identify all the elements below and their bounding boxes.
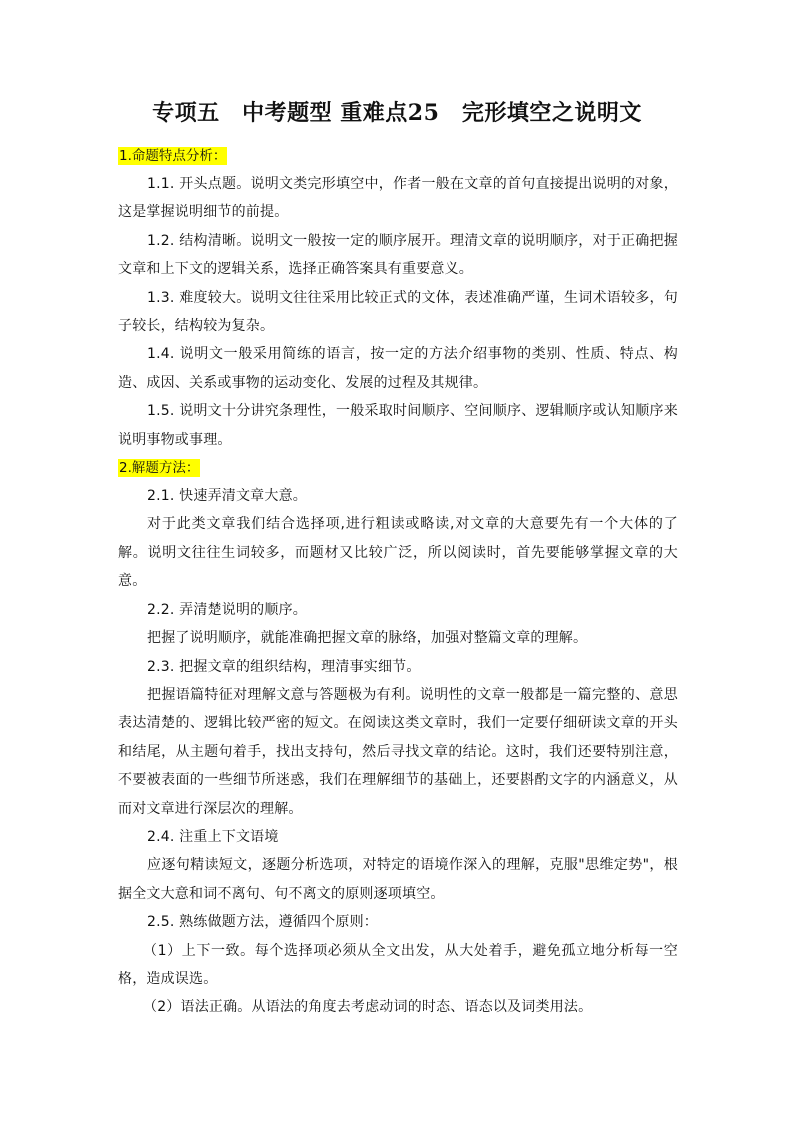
section-heading: 2.解题方法： [119,460,200,477]
paragraph: 2.2. 弄清楚说明的顺序。 [147,601,307,618]
paragraph: 2.1. 快速弄清文章大意。 [147,488,307,505]
document-body [118,142,678,1022]
paragraph: 对于此类文章我们结合选择项,进行粗读或略读,对文章的大意要先有一个大体的了解。说明文往往生词较多，而题材又比较广泛，所以阅读时，首先要能够掌握文章的大意。 [118,516,678,590]
paragraph: 1.5. 说明文十分讲究条理性，一般采取时间顺序、空间顺序、逻辑顺序或认知顺序来说明事物或事理。 [118,403,678,448]
paragraph: 1.1. 开头点题。说明文类完形填空中，作者一般在文章的首句直接提出说明的对象，这是掌握说明细节的前提。 [118,176,678,221]
paragraph: 1.3. 难度较大。说明文往往采用比较正式的文体，表述准确严谨，生词术语较多，句子较长，结构较为复杂。 [118,289,678,335]
page-title: 专项五 中考题型 重难点25 完形填空之说明文 [152,100,642,126]
section-heading-row [118,142,678,170]
paragraph: 把握语篇特征对理解文意与答题极为有利。说明性的文章一般都是一篇完整的、意思表达清楚的、逻辑比较严密的短文。在阅读这类文章时，我们一定要仔细研读文章的开头和结尾，从主题句着手，找出支持句，然后寻找文章的结论。这时，我们还要特别注意，不要被表面的一些细节所迷惑，我们在理解细节的基础上，还要斟酌文字的内涵意义，从而对文章进行深层次的理解。 [118,686,678,817]
paragraph: （2）语法正确。从语法的角度去考虑动词的时态、语态以及词类用法。 [143,999,593,1016]
paragraph: 2.5. 熟练做题方法，遵循四个原则： [147,914,378,931]
paragraph: 2.3. 把握文章的组织结构，理清事实细节。 [147,658,421,675]
paragraph: 2.4. 注重上下文语境 [147,828,279,845]
paragraph: 1.4. 说明文一般采用简练的语言，按一定的方法介绍事物的类别、性质、特点、构造、成因、关系或事物的运动变化、发展的过程及其规律。 [118,346,678,391]
paragraph: 1.2. 结构清晰。说明文一般按一定的顺序展开。理清文章的说明顺序，对于正确把握文章和上下文的逻辑关系，选择正确答案具有重要意义。 [118,232,678,278]
paragraph: （1）上下一致。每个选择项必须从全文出发，从大处着手，避免孤立地分析每一空格，造成误选。 [118,942,678,987]
paragraph: 应逐句精读短文，逐题分析选项，对特定的语境作深入的理解，克服"思维定势"，根据全文大意和词不离句、句不离文的原则逐项填空。 [118,857,678,902]
paragraph: 把握了说明顺序，就能准确把握文章的脉络，加强对整篇文章的理解。 [147,630,588,647]
section-heading: 1.命题特点分析： [119,148,227,164]
section-heading-row [118,454,678,482]
